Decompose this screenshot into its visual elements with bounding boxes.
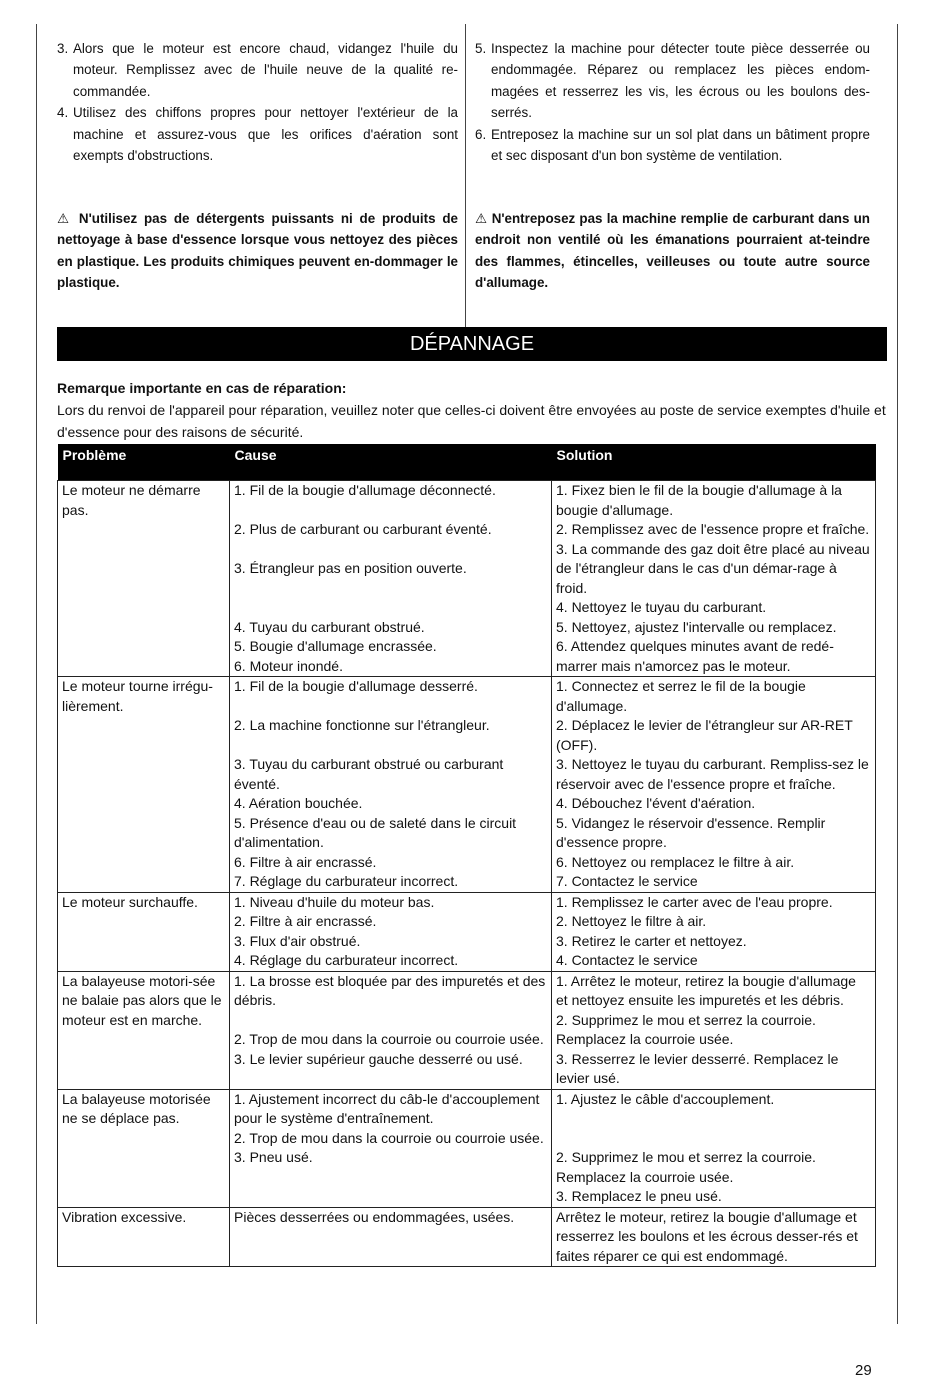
spacer (234, 579, 547, 599)
solution-line: 1. Arrêtez le moteur, retirez la bougie d'allumage et nettoyez ensuite les impuretés et les débris. (556, 972, 856, 1008)
solution-cell (552, 892, 876, 971)
table-row (58, 1207, 876, 1267)
cause-line: 6. Filtre à air encrassé. (234, 853, 377, 870)
solution-line: 6. Nettoyez ou remplacez le filtre à air. (556, 853, 795, 870)
table-row (58, 892, 876, 971)
cause-line: 6. Moteur inondé. (234, 657, 343, 674)
cause-line: 2. Trop de mou dans la courroie ou courroie usée. (234, 1129, 544, 1146)
cause-cell (230, 1089, 552, 1207)
cause-line: 1. La brosse est bloquée par des impuretés et des débris. (234, 972, 546, 1008)
spacer (234, 1011, 547, 1031)
cause-line: 4. Tuyau du carburant obstrué. (234, 618, 425, 635)
cause-line: 1. Ajustement incorrect du câb-le d'accouplement pour le système d'entraînement. (234, 1090, 540, 1126)
cause-cell (230, 971, 552, 1089)
warning-left (57, 208, 458, 294)
spacer (234, 697, 547, 717)
left-margin-line (36, 24, 37, 1324)
solution-line: 4. Nettoyez le tuyau du carburant. (556, 599, 767, 615)
header-solution: Solution (552, 444, 876, 481)
cause-line: 3. Étrangleur pas en position ouverte. (234, 560, 467, 576)
problem-cell: Le moteur surchauffe. (58, 892, 230, 971)
solution-line: 2. Supprimez le mou et serrez la courroie. Remplacez la courroie usée. (556, 1149, 816, 1185)
cause-line: 1. Fil de la bougie d'allumage déconnecté. (234, 482, 496, 498)
cause-line: 2. Filtre à air encrassé. (234, 913, 377, 929)
table-row (58, 971, 876, 1089)
table-row (58, 1089, 876, 1207)
solution-line: 3. Remplacez le pneu usé. (556, 1188, 722, 1204)
cause-line: 4. Aération bouchée. (234, 795, 363, 811)
repair-note-title: Remarque importante en cas de réparation: (57, 380, 347, 396)
cause-line: 3. Pneu usé. (234, 1149, 313, 1165)
cause-line: 5. Présence d'eau ou de saleté dans le circuit d'alimentation. (234, 814, 517, 850)
solution-line: 3. Retirez le carter et nettoyez. (556, 932, 747, 949)
solution-line: 2. Nettoyez le filtre à air. (556, 913, 707, 929)
solution-line: 7. Contactez le service (556, 873, 698, 889)
cause-cell (230, 481, 552, 677)
right-margin-line (897, 24, 898, 1324)
maintenance-right-list (475, 38, 870, 166)
spacer (234, 736, 547, 756)
spacer (234, 598, 547, 618)
column-divider (465, 24, 466, 327)
warning-triangle-icon: ⚠ (57, 211, 73, 226)
spacer (556, 1109, 871, 1129)
solution-line: 5. Vidangez le réservoir d'essence. Remplir d'essence propre. (556, 814, 826, 850)
list-item: 3. Alors que le moteur est encore chaud, vidangez l'huile du moteur. Remplissez avec de l'huile neuve de la qualité re-commandée. (57, 41, 458, 99)
solution-cell (552, 481, 876, 677)
problem-cell: Le moteur tourne irrégu-lièrement. (58, 677, 230, 893)
list-item: 5. Inspectez la machine pour détecter toute pièce desserrée ou endommagée. Réparez ou remplacez les pièces endom-magées et resserrez les vis, les écrous ou les boulons des-serrés. (475, 41, 870, 121)
solution-cell (552, 1207, 876, 1267)
cause-cell (230, 677, 552, 893)
warning-right (475, 208, 870, 294)
solution-line: 1. Fixez bien le fil de la bougie d'allumage à la bougie d'allumage. (556, 482, 842, 518)
solution-line: 2. Remplissez avec de l'essence propre et fraîche. (556, 521, 870, 537)
solution-line: 2. Supprimez le mou et serrez la courroie. Remplacez la courroie usée. (556, 1011, 816, 1047)
cause-cell (230, 892, 552, 971)
problem-cell: La balayeuse motorisée ne se déplace pas. (58, 1089, 230, 1207)
cause-line: 1. Fil de la bougie d'allumage desserré. (234, 678, 478, 694)
problem-cell: Le moteur ne démarre pas. (58, 481, 230, 677)
spacer (234, 501, 547, 521)
table-header-row (58, 444, 876, 481)
cause-line: 3. Flux d'air obstrué. (234, 932, 361, 949)
solution-line: 3. La commande des gaz doit être placé au niveau de l'étrangleur dans le cas d'un démar-rage à froid. (556, 540, 870, 596)
solution-line: 4. Débouchez l'évent d'aération. (556, 795, 756, 811)
cause-line: 3. Tuyau du carburant obstrué ou carburant éventé. (234, 756, 504, 792)
cause-line: 1. Niveau d'huile du moteur bas. (234, 893, 435, 910)
table-row (58, 677, 876, 893)
repair-note-body: Lors du renvoi de l'appareil pour réparation, veuillez noter que celles-ci doivent être envoyées au poste de service exemptes d'huile et d'essence pour des raisons de sécurité. (57, 402, 886, 440)
cause-line: 2. Trop de mou dans la courroie ou courroie usée. (234, 1031, 544, 1047)
maintenance-right-column (475, 38, 870, 166)
cause-cell (230, 1207, 552, 1267)
list-item: 4. Utilisez des chiffons propres pour nettoyer l'extérieur de la machine et assurez-vous que les orifices d'aération sont exempts d'obstructions. (57, 105, 458, 164)
cause-line: 7. Réglage du carburateur incorrect. (234, 873, 459, 889)
solution-cell (552, 1089, 876, 1207)
table-row (58, 481, 876, 677)
cause-line: 2. La machine fonctionne sur l'étrangleur. (234, 717, 490, 733)
cause-line: 2. Plus de carburant ou carburant éventé. (234, 521, 492, 537)
warning-triangle-icon: ⚠ (475, 211, 488, 226)
solution-line: 1. Ajustez le câble d'accouplement. (556, 1090, 775, 1107)
header-problem: Problème (58, 444, 230, 481)
cause-line: Pièces desserrées ou endommagées, usées. (234, 1208, 515, 1225)
problem-cell: La balayeuse motori-sée ne balaie pas alors que le moteur est en marche. (58, 971, 230, 1089)
spacer (234, 540, 547, 560)
maintenance-left-column (57, 38, 458, 166)
troubleshooting-table (57, 444, 876, 1267)
list-item: 6. Entreposez la machine sur un sol plat dans un bâtiment propre et sec disposant d'un bon système de ventilation. (475, 126, 870, 164)
cause-line: 4. Réglage du carburateur incorrect. (234, 952, 459, 968)
page-number: 29 (855, 1362, 872, 1379)
cause-line: 3. Le levier supérieur gauche desserré ou usé. (234, 1050, 523, 1067)
warning-right-text: N'entreposez pas la machine remplie de carburant dans un endroit non ventilé où les émanations pourraient at-teindre des flammes, étincelles, veilleuses ou toute autre source d'allumage. (475, 211, 870, 291)
warning-left-text: N'utilisez pas de détergents puissants ni de produits de nettoyage à base d'essence lorsque vous nettoyez des pièces en plastique. Les produits chimiques peuvent en-dommager le plastique. (57, 211, 458, 291)
solution-line: Arrêtez le moteur, retirez la bougie d'allumage et resserrez les boulons et les écrous desser-rés et faites réparer ce qui est endommagé. (556, 1208, 858, 1264)
solution-line: 6. Attendez quelques minutes avant de redé-marrer mais n'amorcez pas le moteur. (556, 638, 834, 674)
solution-line: 2. Déplacez le levier de l'étrangleur sur AR-RET (OFF). (556, 717, 853, 753)
solution-line: 1. Remplissez le carter avec de l'eau propre. (556, 893, 833, 910)
problem-cell: Vibration excessive. (58, 1207, 230, 1267)
solution-line: 5. Nettoyez, ajustez l'intervalle ou remplacez. (556, 618, 837, 635)
cause-line: 5. Bougie d'allumage encrassée. (234, 638, 437, 654)
solution-line: 1. Connectez et serrez le fil de la bougie d'allumage. (556, 678, 806, 714)
table-body (58, 481, 876, 1267)
section-title-banner: DÉPANNAGE (57, 327, 887, 361)
header-cause: Cause (230, 444, 552, 481)
solution-cell (552, 971, 876, 1089)
solution-line: 3. Resserrez le levier desserré. Remplacez le levier usé. (556, 1050, 839, 1086)
solution-line: 3. Nettoyez le tuyau du carburant. Rempliss-sez le réservoir avec de l'essence propre et fraîche. (556, 756, 869, 792)
maintenance-left-list (57, 38, 458, 166)
solution-line: 4. Contactez le service (556, 952, 698, 968)
spacer (556, 1129, 871, 1149)
solution-cell (552, 677, 876, 893)
